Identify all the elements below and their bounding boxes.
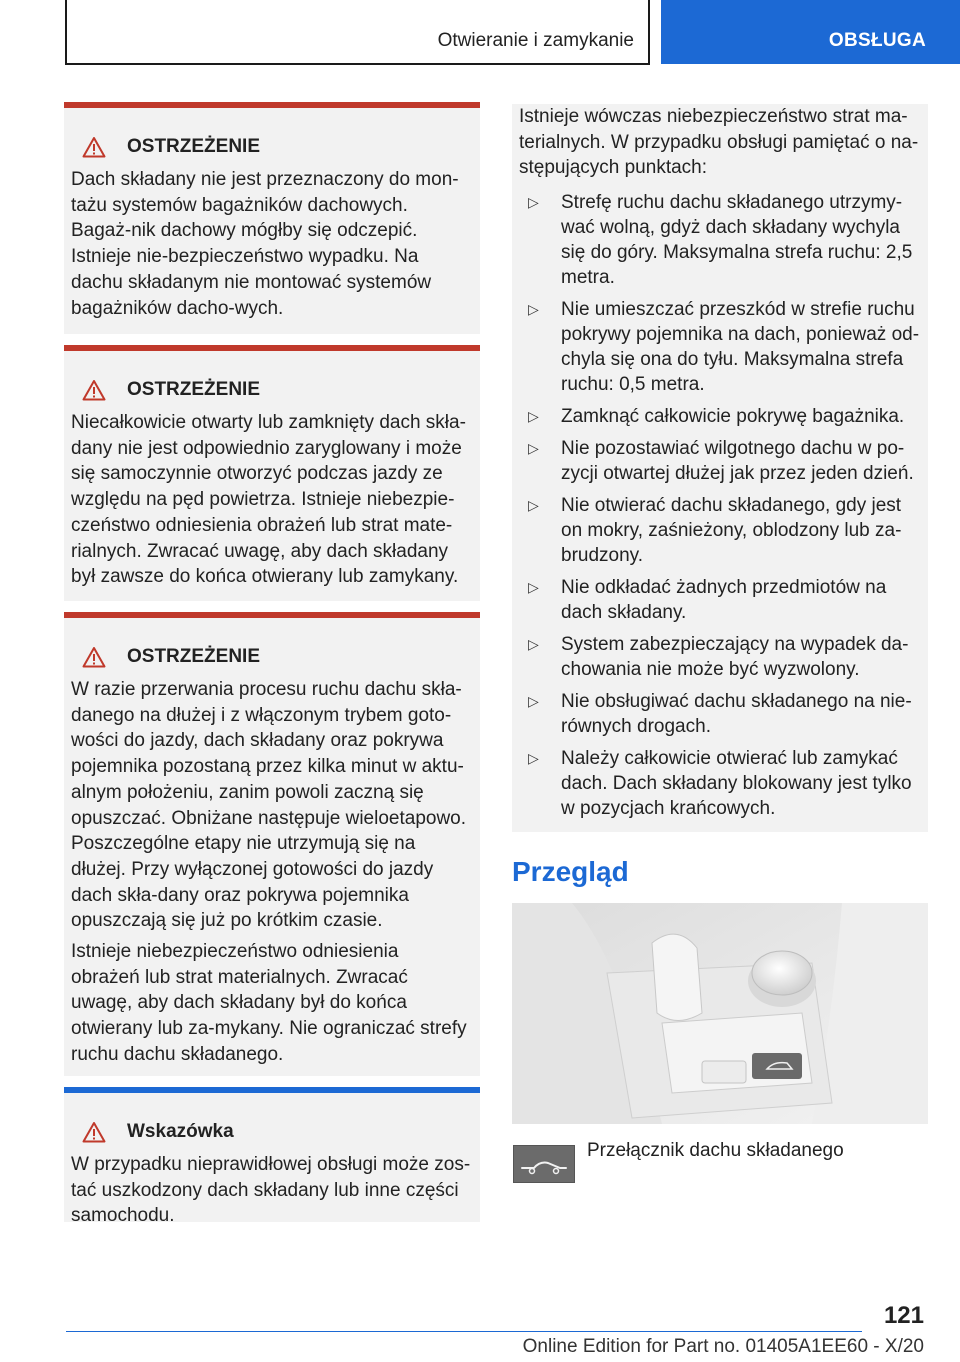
warning-heading: OSTRZEŻENIE (127, 136, 261, 157)
bullet-triangle-icon: ▷ (528, 636, 539, 653)
list-item: ▷ Nie otwierać dachu składanego, gdy jest on mokry, zaśnieżony, oblodzony lub za-brudzony. (519, 493, 922, 568)
warning-heading-row (82, 132, 472, 162)
warning-box-2 (64, 345, 480, 601)
warning-text: W razie przerwania procesu ruchu dachu skła-danego na dłużej i z włączonym trybem goto-wości do jazdy, dach składany oraz pokrywa pojemnika pozostaną przez kilka minut w aktu-alnym położeniu, zanim powoli zaczną się opuszczać. Obniżane następuje wieloetapowo. Poszczególne etapy nie utrzymują się na dłużej. Przy wyłączonej gotowości do jazdy dach skła-dany oraz pokrywa pojemnika opuszczają się już po krótkim czasie. (71, 679, 467, 932)
list-item: ▷ Nie odkładać żadnych przedmiotów na dach składany. (519, 575, 922, 625)
warning-heading: OSTRZEŻENIE (127, 646, 261, 667)
bullet-triangle-icon: ▷ (528, 750, 539, 767)
switch-caption: Przełącznik dachu składanego (587, 1140, 844, 1161)
bullet-triangle-icon: ▷ (528, 408, 539, 425)
precautions-list (519, 190, 922, 821)
bullet-triangle-icon: ▷ (528, 579, 539, 596)
bullet-triangle-icon: ▷ (528, 693, 539, 710)
list-item: ▷ Nie pozostawiać wilgotnego dachu w po-zycji otwartej dłużej jak przez jeden dzień. (519, 436, 922, 486)
precautions-box (512, 104, 928, 832)
list-item: ▷ Strefę ruchu dachu składanego utrzymy-wać wolną, gdyż dach składany wychyla się do góry. Maksymalna strefa ruchu: 2,5 metra. (519, 190, 922, 290)
warning-heading: OSTRZEŻENIE (127, 379, 261, 400)
warning-text: Niecałkowicie otwarty lub zamknięty dach skła-dany nie jest odpowiednio zaryglowany i może się samoczynnie otworzyć podczas jazdy ze względu na pęd powietrza. Istnieje niebezpie-czeństwo odniesienia obrażeń lub strat mate-rialnych. Zwracać uwagę, aby dach składany był zawsze do końca otwierany lub zamykany. (71, 412, 466, 588)
warning-triangle-icon (82, 646, 106, 668)
bullet-triangle-icon: ▷ (528, 301, 539, 318)
warning-triangle-icon (82, 1121, 106, 1143)
section-tab: OBSŁUGA (661, 0, 960, 64)
warning-box-1 (64, 102, 480, 334)
warning-triangle-icon (82, 136, 106, 158)
list-item: ▷ System zabezpieczający na wypadek da-chowania nie może być wyzwolony. (519, 632, 922, 682)
warning-heading-row (82, 375, 472, 405)
note-box (64, 1087, 480, 1227)
warning-box-3 (64, 612, 480, 1076)
list-item: ▷ Nie umieszczać przeszkód w strefie ruchu pokrywy pojemnika na dach, ponieważ od-chyla się ona do tyłu. Maksymalna strefa ruchu: 0,5 metra. (519, 297, 922, 397)
overview-heading: Przegląd (512, 856, 629, 887)
warning-text: Dach składany nie jest przeznaczony do mon-tażu systemów bagażników dachowych. Bagaż-nik dachowy mógłby się odczepić. Istnieje nie-bezpieczeństwo wypadku. Na dachu składanym nie montować systemów bagażników dacho-wych. (71, 169, 459, 319)
center-console-photo (512, 903, 928, 1124)
edition-footer: Online Edition for Part no. 01405A1EE60 - X/20 (522, 1336, 924, 1357)
bullet-triangle-icon: ▷ (528, 440, 539, 457)
convertible-top-switch-icon (513, 1145, 575, 1183)
bullet-triangle-icon: ▷ (528, 194, 539, 211)
note-text: W przypadku nieprawidłowej obsługi może zos-tać uszkodzony dach składany lub inne części samochodu. (71, 1154, 471, 1227)
list-item: ▷ Zamknąć całkowicie pokrywę bagażnika. (519, 404, 922, 429)
precautions-intro: Istnieje wówczas niebezpieczeństwo strat ma-terialnych. W przypadku obsługi pamiętać o na-stępujących punktach: (519, 106, 919, 179)
header-rule-right (648, 0, 650, 64)
header-rule-bottom (65, 63, 650, 65)
footer-rule (66, 1331, 862, 1332)
warning-text: Istnieje niebezpieczeństwo odniesienia obrażeń lub strat materialnych. Zwracać uwagę, aby dach składany był do końca otwierany lub za-mykany. Nie ograniczać strefy ruchu dachu składanego. (71, 941, 467, 1065)
page-number: 121 (883, 1302, 924, 1329)
warning-heading-row (82, 642, 472, 672)
note-heading-row (82, 1117, 472, 1147)
list-item: ▷ Należy całkowicie otwierać lub zamykać dach. Dach składany blokowany jest tylko w pozycjach krańcowych. (519, 746, 922, 821)
list-item: ▷ Nie obsługiwać dachu składanego na nie-równych drogach. (519, 689, 922, 739)
warning-triangle-icon (82, 379, 106, 401)
bullet-triangle-icon: ▷ (528, 497, 539, 514)
note-heading: Wskazówka (127, 1121, 234, 1142)
chapter-title: Otwieranie i zamykanie (437, 30, 634, 51)
